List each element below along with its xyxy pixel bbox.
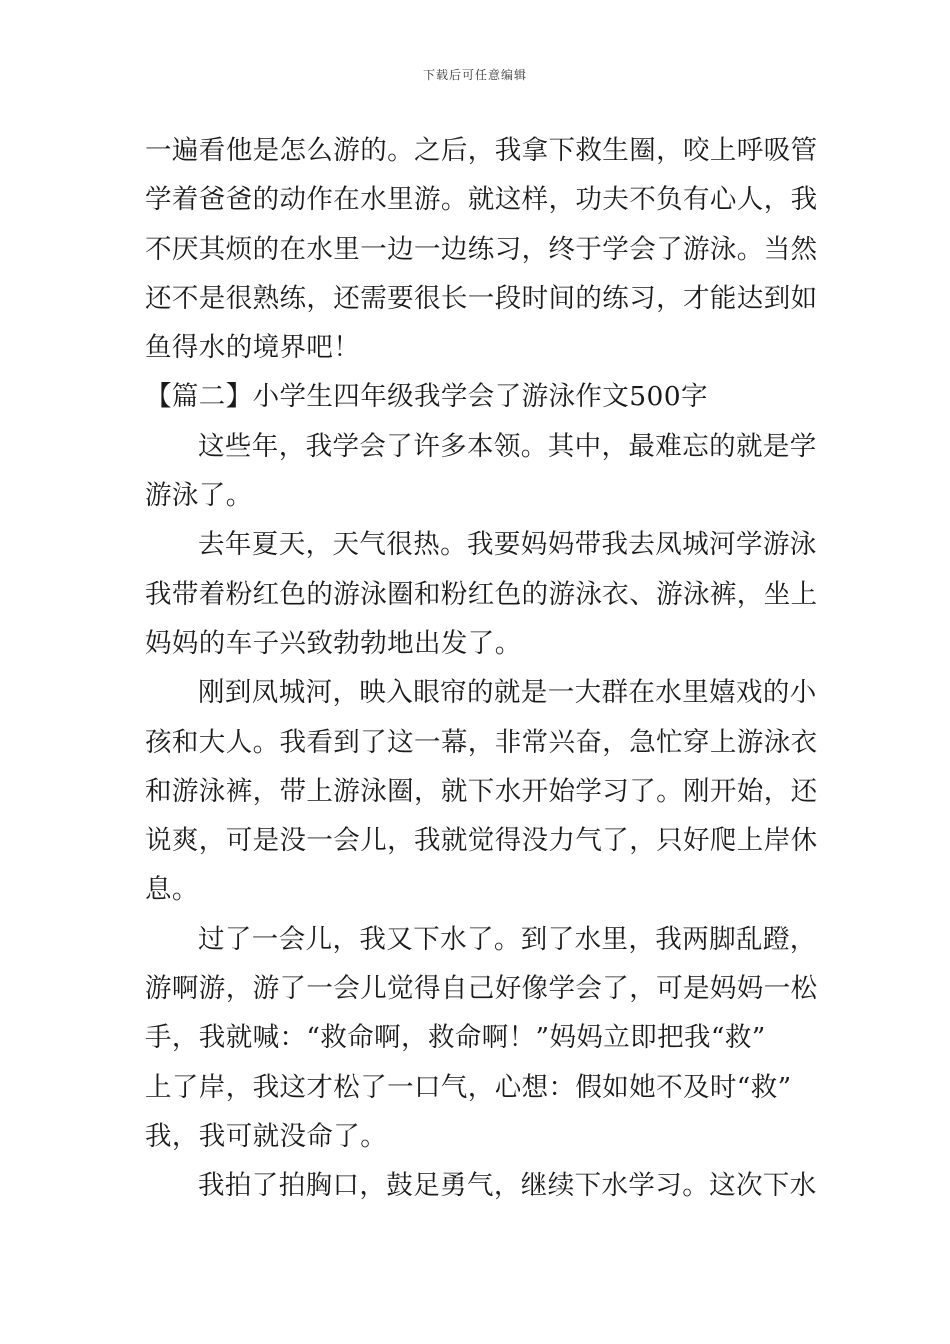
text-line: 上了岸，我这才松了一口气，心想：假如她不及时“救” <box>145 1071 792 1103</box>
text-line: 我拍了拍胸口，鼓足勇气，继续下水学习。这次下水 <box>198 1170 817 1202</box>
text-line: 刚到凤城河，映入眼帘的就是一大群在水里嬉戏的小 <box>198 677 817 709</box>
text-line: 去年夏天，天气很热。我要妈妈带我去凤城河学游泳 <box>198 529 817 561</box>
section-heading: 【篇二】小学生四年级我学会了游泳作文500字 <box>145 381 708 413</box>
document-body <box>145 126 818 1211</box>
text-line: 游泳了。 <box>145 480 253 512</box>
text-line: 学着爸爸的动作在水里游。就这样，功夫不负有心人，我 <box>145 184 818 216</box>
text-line: 我带着粉红色的游泳圈和粉红色的游泳衣、游泳裤，坐上 <box>145 578 818 610</box>
text-line: 这些年，我学会了许多本领。其中，最难忘的就是学 <box>198 430 817 462</box>
text-line: 息。 <box>145 874 199 906</box>
text-line: 游啊游，游了一会儿觉得自己好像学会了，可是妈妈一松 <box>145 973 818 1005</box>
text-line: 孩和大人。我看到了这一幕，非常兴奋，急忙穿上游泳衣 <box>145 726 818 758</box>
text-line: 和游泳裤，带上游泳圈，就下水开始学习了。刚开始，还 <box>145 775 818 807</box>
text-line: 我，我可就没命了。 <box>145 1120 388 1152</box>
text-line: 不厌其烦的在水里一边一边练习，终于学会了游泳。当然 <box>145 233 818 265</box>
text-line: 鱼得水的境界吧！ <box>145 332 361 364</box>
page-header: 下载后可任意编辑 <box>422 68 527 82</box>
text-line: 过了一会儿，我又下水了。到了水里，我两脚乱蹬， <box>198 923 817 955</box>
text-line: 手，我就喊：“救命啊，救命啊！”妈妈立即把我“救” <box>145 1022 766 1054</box>
text-line: 说爽，可是没一会儿，我就觉得没力气了，只好爬上岸休 <box>145 825 818 857</box>
text-line: 还不是很熟练，还需要很长一段时间的练习，才能达到如 <box>145 282 818 314</box>
text-line: 妈妈的车子兴致勃勃地出发了。 <box>145 627 522 659</box>
text-line: 一遍看他是怎么游的。之后，我拿下救生圈，咬上呼吸管 <box>145 135 818 166</box>
